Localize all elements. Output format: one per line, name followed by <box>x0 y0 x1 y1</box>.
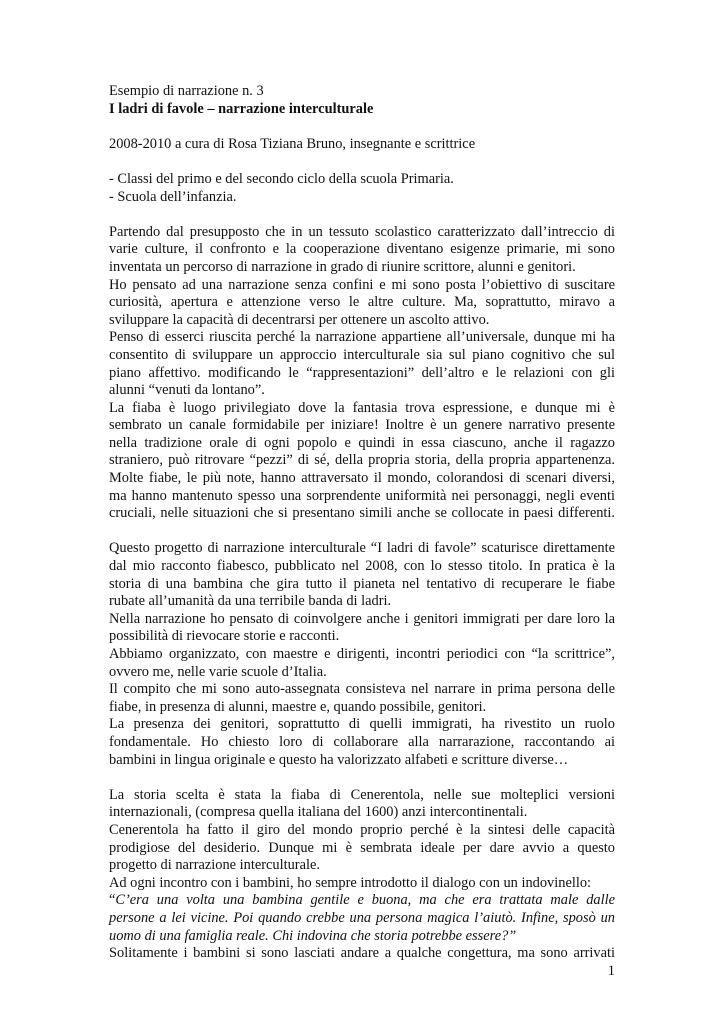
riddle-text: C’era una volta una bambina gentile e buona, ma che era trattata male dalle <box>115 892 615 909</box>
text-line: prodigiose del desiderio. Dunque mi è sembrata ideale per dare avvio a questo <box>109 839 615 856</box>
spacer <box>109 206 615 224</box>
text-line: Abbiamo organizzato, con maestre e dirigenti, incontri periodici con “la scrittrice”, <box>109 646 615 662</box>
text-line: piano affettivo. modificando le “rappresentazioni” dell’altro e le relazioni con gli <box>109 364 615 381</box>
example-label: Esempio di narrazione n. 3 <box>109 83 264 99</box>
audience-item: - Classi del primo e del secondo ciclo della scuola Primaria. <box>109 170 454 187</box>
riddle-line <box>109 892 615 910</box>
spacer <box>109 523 615 541</box>
text-line: nella tradizione orale di ogni popolo e quindi in essa ciascuno, anche il ragazzo <box>109 434 615 451</box>
text-line: bambini in lingua originale e questo ha valorizzato alfabeti e scritture diverse… <box>109 751 569 768</box>
text-line: ovvero me, nelle varie scuole d’Italia. <box>109 663 327 680</box>
text-line: fiabe, in presenza di alunni, maestre e, quando possibile, genitori. <box>109 698 487 715</box>
spacer <box>109 769 615 787</box>
document-page <box>109 83 615 963</box>
text-line: curiosità, apertura e attenzione verso le altre culture. Ma, soprattutto, miravo a <box>109 294 615 311</box>
text-line: possibilità di rievocare storie e racconti. <box>109 628 340 645</box>
text-line: rubate all’umanità da una terribile banda di ladri. <box>109 593 392 610</box>
paragraph-intro <box>109 224 615 523</box>
text-line: cruciali, nelle situazioni che si presentano simili anche se collocate in paesi differenti. <box>109 505 615 522</box>
text-line: sembrato un canale formidabile per iniziare! Inoltre è un genere narrativo presente <box>109 417 615 434</box>
riddle-line: persone a lei vicine. Poi quando crebbe una persona magica l’aiutò. Infine, sposò un <box>109 909 615 926</box>
text-line: Questo progetto di narrazione interculturale “I ladri di favole” scaturisce direttamente <box>109 540 615 557</box>
text-line: Cenerentola ha fatto il giro del mondo proprio perché è la sintesi delle capacità <box>109 821 615 838</box>
paragraph-project <box>109 540 615 769</box>
text-line: Partendo dal presupposto che in un tessuto scolastico caratterizzato dall’intreccio di <box>109 223 615 240</box>
page-number: 1 <box>607 963 615 979</box>
text-line: inventata un percorso di narrazione in grado di riunire scrittore, alunni e genitori. <box>109 258 576 275</box>
document-title: I ladri di favole – narrazione interculturale <box>109 100 374 117</box>
text-line: varie culture, il confronto e la cooperazione diventano esigenze primarie, mi sono <box>109 241 615 258</box>
text-line: storia di una bambina che gira tutto il pianeta nel tentativo di recuperare le fiabe <box>109 575 615 592</box>
audience-item: - Scuola dell’infanzia. <box>109 188 237 205</box>
text-line: Il compito che mi sono auto-assegnata consisteva nel narrare in prima persona delle <box>109 681 615 698</box>
riddle-line: uomo di una famiglia reale. Chi indovina che storia potrebbe essere?” <box>109 927 517 944</box>
text-line: straniero, può ritrovare “pezzi” di sé, della propria storia, della propria appartenenza. <box>109 452 615 469</box>
text-line: sviluppare la capacità di decentrarsi per ottenere un ascolto attivo. <box>109 311 490 328</box>
text-line: dal mio racconto fiabesco, pubblicato nel 2008, con lo stesso titolo. In pratica è la <box>109 558 615 575</box>
text-line: Molte fiabe, le più note, hanno attraversato il mondo, colorandosi di scenari diversi, <box>109 470 615 487</box>
text-line: Penso di esserci riuscita perché la narrazione appartiene all’universale, dunque mi ha <box>109 329 615 346</box>
text-line: progetto di narrazione interculturale. <box>109 857 320 874</box>
text-line: consentito di sviluppare un approccio interculturale sia sul piano cognitivo che sul <box>109 346 615 363</box>
paragraph-cinderella <box>109 787 615 963</box>
spacer <box>109 153 615 171</box>
text-line: Nella narrazione ho pensato di coinvolgere anche i genitori immigrati per dare loro la <box>109 610 615 627</box>
text-line: Ad ogni incontro con i bambini, ho sempre introdotto il dialogo con un indovinello: <box>109 874 592 891</box>
text-line: fondamentale. Ho chiesto loro di collaborare alla narrarazione, raccontando ai <box>109 733 615 750</box>
text-line: Solitamente i bambini si sono lasciati andare a qualche congettura, ma sono arrivati <box>109 945 615 962</box>
spacer <box>109 118 615 136</box>
text-line: La fiaba è luogo privilegiato dove la fantasia trova espressione, e dunque mi è <box>109 399 615 416</box>
text-line: ma hanno mantenuto spesso una sorprendente uniformità nei personaggi, negli eventi <box>109 487 615 504</box>
text-line: La storia scelta è stata la fiaba di Cenerentola, nelle sue molteplici versioni <box>109 786 615 803</box>
text-line: internazionali, (compresa quella italiana del 1600) anzi intercontinentali. <box>109 804 528 821</box>
text-line: alunni “venuti da lontano”. <box>109 382 265 399</box>
text-line: La presenza dei genitori, soprattutto di quelli immigrati, ha rivestito un ruolo <box>109 716 615 733</box>
credits-line: 2008-2010 a cura di Rosa Tiziana Bruno, insegnante e scrittrice <box>109 135 476 152</box>
riddle-open-quote: “ <box>109 892 116 909</box>
text-line: Ho pensato ad una narrazione senza confini e mi sono posta l’obiettivo di suscitare <box>109 276 615 293</box>
